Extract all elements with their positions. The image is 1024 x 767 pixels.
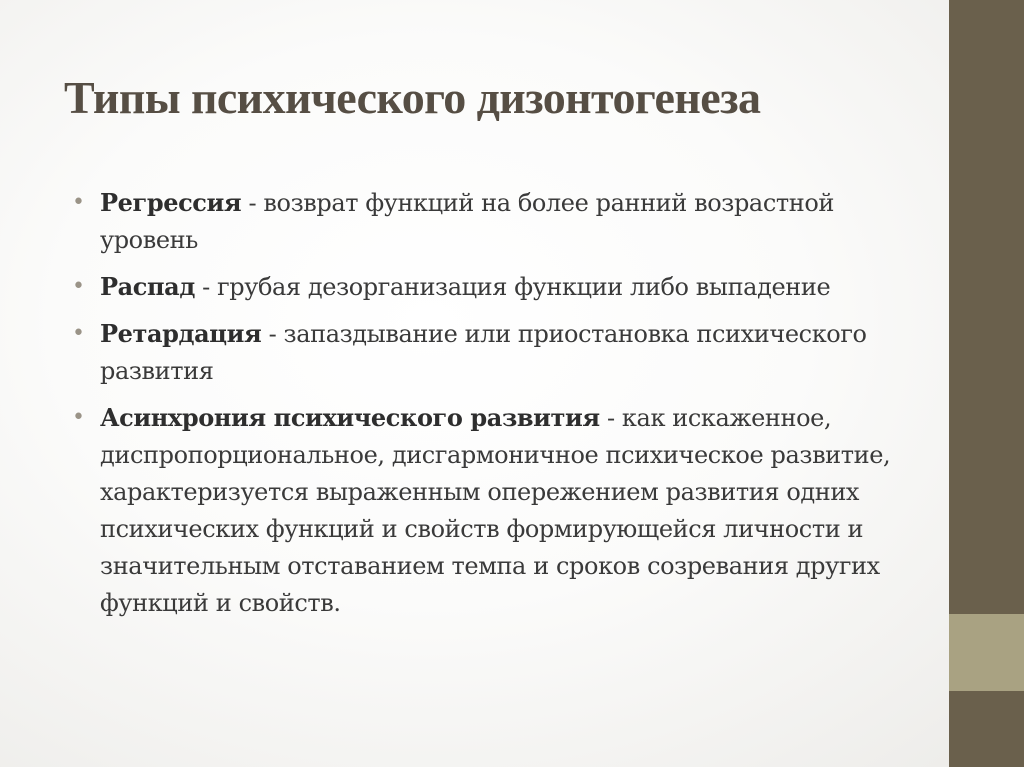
bullet-icon: • <box>72 274 85 299</box>
bullet-icon: • <box>72 190 85 215</box>
bullet-text: - возврат функций на более ранний возрастной уровень <box>100 189 834 254</box>
list-item <box>72 315 900 390</box>
bullet-term: Распад <box>100 272 195 301</box>
bullet-icon: • <box>72 321 85 346</box>
list-item <box>72 399 900 622</box>
list-item <box>72 184 900 259</box>
bullet-text: - грубая дезорганизация функции либо выпадение <box>194 273 831 301</box>
bullet-term: Ретардация <box>100 319 262 348</box>
bullet-term: Регрессия <box>100 188 242 217</box>
bullet-icon: • <box>72 405 85 430</box>
bullet-text: - запаздывание или приостановка психического развития <box>100 320 867 385</box>
right-bar-accent <box>949 614 1024 691</box>
bullet-text: - как искаженное, диспропорциональное, дисгармоничное психическое развитие, характеризуется выраженным опережением развития одних психических функций и свойств формирующейся личности и значительным отставанием темпа и сроков созревания других функций и свойств. <box>100 404 891 617</box>
bullet-list <box>72 184 900 631</box>
list-item <box>72 268 900 306</box>
slide-title: Типы психического дизонтогенеза <box>64 72 761 123</box>
bullet-term: Асинхрония психического развития <box>100 403 600 432</box>
